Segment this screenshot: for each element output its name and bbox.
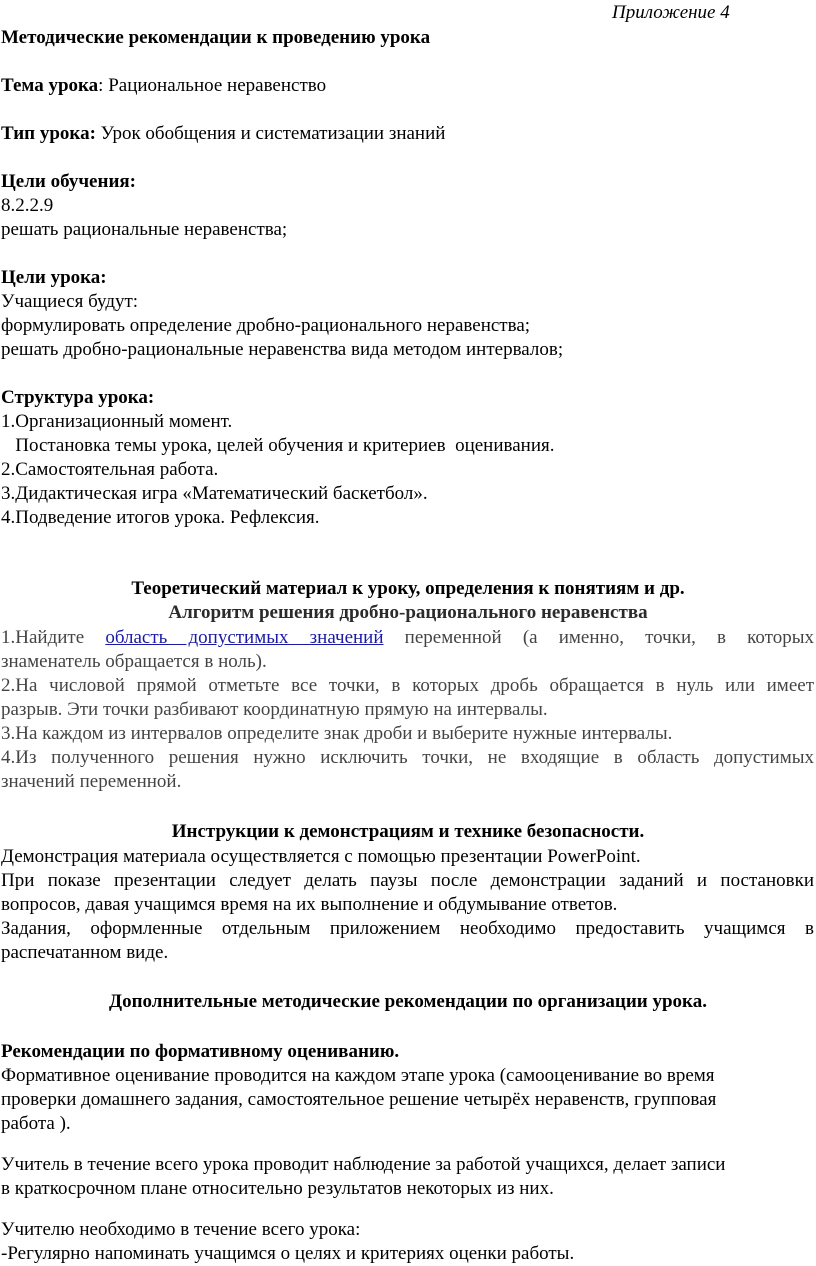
formative-paragraph-line: проверки домашнего задания, самостоятельное решение четырёх неравенств, групповая: [1, 1089, 717, 1110]
formative-paragraph-line: работа ).: [1, 1113, 71, 1134]
formative-paragraph-line: Формативное оценивание проводится на каждом этапе урока (самооценивание во время: [1, 1065, 715, 1086]
appendix-label: Приложение 4: [612, 2, 730, 23]
document-title: Методические рекомендации к проведению урока: [1, 27, 431, 48]
step-1-rest: переменной (а именно, точки, в которых: [383, 627, 814, 648]
teacher-duty-line: Учителю необходимо в течение всего урока:: [1, 1219, 361, 1240]
formative-heading: Рекомендации по формативному оцениванию.: [1, 1041, 400, 1062]
domain-link[interactable]: область допустимых значений: [105, 627, 384, 648]
lesson-type-label: Тип урока:: [1, 123, 96, 144]
algorithm-step-1-cont: знаменатель обращается в ноль).: [1, 651, 267, 672]
lesson-type-value: Урок обобщения и систематизации знаний: [95, 123, 446, 144]
algorithm-step-2: 2.На числовой прямой отметьте все точки, в которых дробь обращается в нуль или имеет: [1, 675, 814, 696]
lesson-goals-line: решать дробно-рациональные неравенства вида методом интервалов;: [1, 339, 564, 360]
algorithm-heading: Алгоритм решения дробно-рационального неравенства: [168, 602, 648, 623]
teacher-observation-line: в краткосрочном плане относительно результатов некоторых из них.: [1, 1178, 554, 1199]
topic-value: : Рациональное неравенство: [98, 75, 327, 96]
instructions-line: Задания, оформленные отдельным приложением необходимо предоставить учащимся в: [1, 918, 814, 939]
instructions-line: вопросов, давая учащимся время на их выполнение и обдумывание ответов.: [1, 894, 618, 915]
teacher-duty-line: -Регулярно напоминать учащимся о целях и критериях оценки работы.: [1, 1243, 575, 1264]
instructions-heading: Инструкции к демонстрациям и технике безопасности.: [171, 821, 645, 842]
algorithm-step-3: 3.На каждом из интервалов определите знак дроби и выберите нужные интервалы.: [1, 723, 673, 744]
algorithm-step-4: 4.Из полученного решения нужно исключить точки, не входящие в область допустимых: [1, 747, 814, 768]
learning-goals-code: 8.2.2.9: [1, 195, 54, 216]
lesson-type-line: [1, 122, 445, 146]
lesson-goals-line: формулировать определение дробно-рационального неравенства;: [1, 315, 531, 336]
algorithm-step-1: [1, 626, 814, 650]
algorithm-step-4-cont: значений переменной.: [1, 771, 182, 792]
topic-line: [1, 74, 326, 98]
structure-item: Постановка темы урока, целей обучения и критериев оценивания.: [1, 435, 555, 456]
theory-heading: Теоретический материал к уроку, определения к понятиям и др.: [131, 578, 685, 599]
topic-label: Тема урока: [1, 75, 99, 96]
structure-item: 4.Подведение итогов урока. Рефлексия.: [1, 507, 320, 528]
lesson-goals-line: Учащиеся будут:: [1, 291, 139, 312]
instructions-line: распечатанном виде.: [1, 942, 169, 963]
learning-goals-heading: Цели обучения:: [1, 171, 136, 192]
teacher-observation-line: Учитель в течение всего урока проводит наблюдение за работой учащихся, делает записи: [1, 1154, 726, 1175]
structure-heading: Структура урока:: [1, 387, 155, 408]
additional-heading: Дополнительные методические рекомендации по организации урока.: [109, 991, 707, 1012]
algorithm-step-2-cont: разрыв. Эти точки разбивают координатную прямую на интервалы.: [1, 699, 548, 720]
structure-item: 3.Дидактическая игра «Математический баскетбол».: [1, 483, 428, 504]
step-1-prefix: 1.Найдите: [1, 627, 106, 648]
instructions-line: Демонстрация материала осуществляется с помощью презентации PowerPoint.: [1, 846, 641, 867]
structure-item: 1.Организационный момент.: [1, 411, 233, 432]
structure-item: 2.Самостоятельная работа.: [1, 459, 219, 480]
lesson-goals-heading: Цели урока:: [1, 267, 107, 288]
instructions-line: При показе презентации следует делать паузы после демонстрации заданий и постановки: [1, 870, 814, 891]
learning-goals-text: решать рациональные неравенства;: [1, 219, 288, 240]
